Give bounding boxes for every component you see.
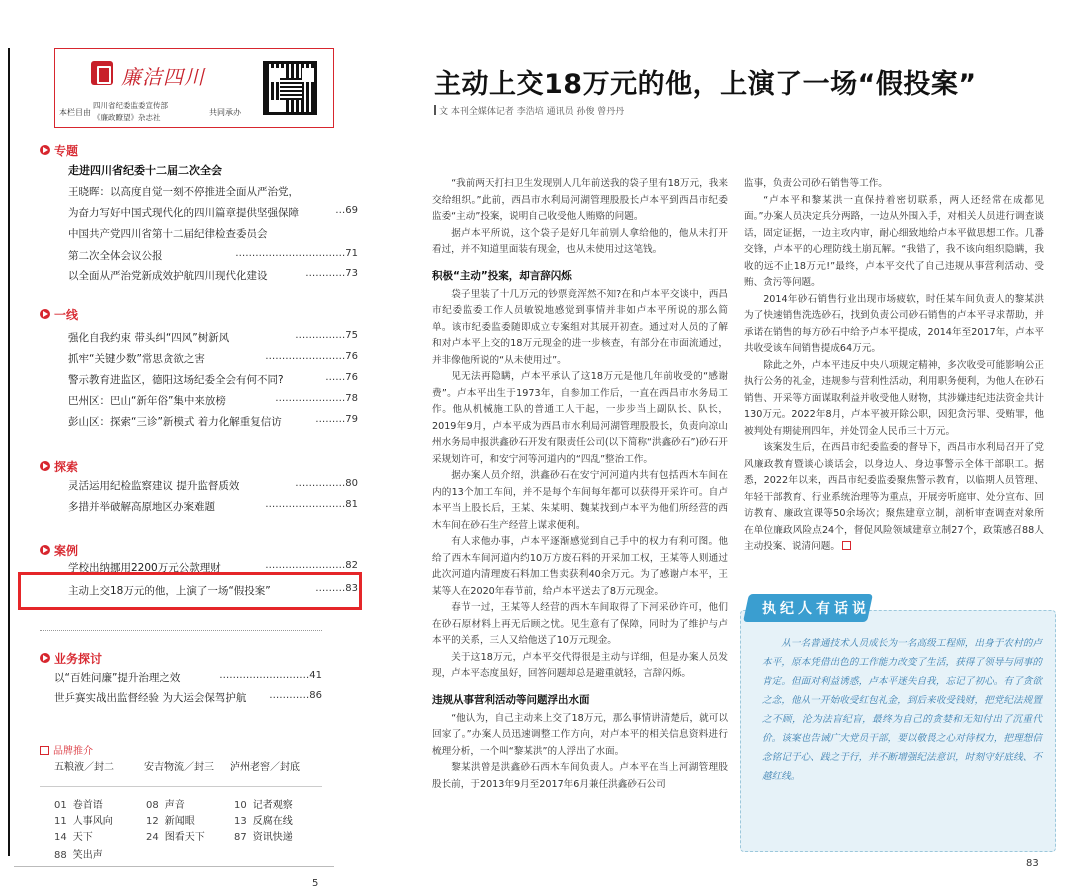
toc-entry-text: 灵活运用纪检监察建议 提升监督质效 [68, 480, 240, 492]
toc-entry[interactable] [54, 670, 322, 686]
play-bullet-icon [40, 545, 50, 555]
toc-entry-text: 巴州区：巴山“新年俗”集中来放榜 [68, 395, 226, 407]
toc-entry[interactable] [68, 351, 358, 367]
page-number-right: 83 [1026, 858, 1039, 869]
columns-divider [40, 786, 322, 787]
body-paragraph: 黎某洪曾是洪鑫砂石西木车间负责人。卢本平在当上河湖管理股股长前，于2013年9月至2017年6月兼任洪鑫砂石公司 [432, 762, 728, 790]
column-number: 14 [54, 832, 67, 843]
brand-promo-label: 品牌推介 [53, 746, 93, 757]
toc-entry-page: ……………80 [295, 478, 358, 489]
body-paragraph: “我前两天打扫卫生发现别人几年前送我的袋子里有18万元，我来交给组织。”此前，西昌市水利局河湖管理股股长卢本平到西昌市纪委监委“主动”投案，说明自己收受他人贿赂的问题。 [432, 178, 728, 222]
toc-entry[interactable] [68, 372, 358, 388]
column-number: 87 [234, 832, 247, 843]
body-paragraph: 关于这18万元，卢本平交代得很是主动与详细，但是办案人员发现，卢本平态度虽好，回答问题却总是避重就轻，言辞闪烁。 [432, 651, 728, 679]
toc-entry-text: 多措并举破解高原地区办案难题 [68, 501, 215, 513]
callout-body: 从一名普通技术人员成长为一名高级工程师，出身于农村的卢本平，原本凭借出色的工作能力改变了生活，获得了领导与同事的肯定。但面对利益诱惑，卢本平迷失自我，忘记了初心。有了贪欲之念，他从一开始收受红包礼金，到后来收受钱财，把党纪法规置之不顾，沦为法盲纪盲，最终为自己的贪婪和无知付出了沉重代价。该案也告诫广大党员干部，要以敬畏之心对待权力，把理想信念铭记于心、践之于行，并不断增强纪法意识，时刻守好底线、不越红线。 [762, 638, 1042, 782]
byline-text: 文 本刊全媒体记者 李浩培 通讯员 孙俊 曾丹丹 [439, 107, 625, 117]
toc-entry-text: 警示教育进监区，德阳这场纪委全会有何不同? [68, 374, 284, 386]
toc-entry-page: ……………………81 [265, 499, 358, 510]
toc-entry-text: 抓牢“关键少数”常思贪欲之害 [68, 353, 205, 365]
highlight-box [18, 572, 362, 610]
toc-entry-text: 彭山区：探索“三诊”新模式 着力化解重复信访 [68, 416, 282, 428]
column-item[interactable] [146, 828, 205, 843]
column-label: 资讯快递 [252, 832, 293, 843]
body-paragraph: 除此之外，卢本平违反中央八项规定精神，多次收受可能影响公正执行公务的礼金，违规参与营利性活动，利用职务便利，为他人在砂石销售、开采等方面谋取利益并收受他人财物，其涉嫌违纪违法资金共计130万元。2022年8月，卢本平被开除公职，因犯贪污罪、受贿罪，他被判处有期徒刑四年，并处罚金人民币三十万元。 [744, 359, 1044, 437]
toc-entry-text: 学校出纳挪用2200万元公款理财 [68, 562, 221, 574]
body-paragraph: 2014年砂石销售行业出现市场疲软，时任某车间负责人的黎某洪为了快速销售洗选砂石，找到负责公司砂石销售的卢本平寻求帮助，并承诺在销售的每方砂石中给予卢本平提成，2014年至2017年，卢本平共收受该车间销售提成64万元。 [744, 293, 1044, 354]
toc-entry-text: 为奋力写好中国式现代化的四川篇章提供坚强保障 [68, 207, 299, 219]
toc-entry[interactable] [68, 162, 358, 178]
article-byline [434, 104, 624, 117]
article-column-1 [432, 176, 728, 793]
play-bullet-icon [40, 653, 50, 663]
toc-entry-page: …………………78 [275, 393, 358, 404]
body-paragraph: 监事，负责公司砂石销售等工作。 [744, 178, 888, 189]
toc-entry-page: ……………………82 [265, 560, 358, 571]
article-page [410, 0, 1080, 896]
masthead-brand: 廉洁四川 [121, 65, 205, 89]
toc-entry[interactable] [68, 205, 358, 221]
masthead-logo [91, 59, 231, 89]
page-number-left: 5 [312, 878, 319, 889]
column-number: 13 [234, 816, 247, 827]
play-bullet-icon [40, 309, 50, 319]
seal-icon [91, 61, 113, 85]
dotted-divider [40, 630, 322, 631]
section-label: 案例 [54, 544, 79, 558]
end-mark-icon [842, 541, 851, 550]
credit-org-1: 四川省纪委监委宣传部 [93, 101, 168, 110]
toc-entry[interactable] [68, 393, 358, 409]
toc-entry-page: ………………………41 [219, 670, 322, 681]
toc-entry[interactable] [54, 690, 322, 706]
column-item[interactable] [234, 828, 293, 843]
body-paragraph: 见无法再隐瞒，卢本平承认了这18万元是他几年前收受的“感谢费”。卢本平出生于1973年，自参加工作后，一直在西昌市水务局工作。他从机械施工队的普通工人干起，一步步当上副队长、队长，2019年9月，卢本平成为西昌市水利局河湖管理股股长，负责向凉山州水务局申报洪鑫砂石开发有限责任公司(以下简称“洪鑫砂石”)砂石开采规划许可，和安宁河等河道内的“四乱”整治工作。 [432, 371, 728, 465]
callout-title: 执纪人有话说 [762, 601, 870, 617]
body-paragraph: “他认为，自己主动来上交了18万元，那么事情讲清楚后，就可以回家了。”办案人员迅速调整工作方向，对卢本平的相关信息资料进行梳理分析，一个叫“黎某洪”的人浮出了水面。 [432, 712, 728, 757]
column-item[interactable] [234, 796, 293, 811]
callout-box [732, 592, 1062, 854]
section-subheading: 积极“主动”投案，却言辞闪烁 [432, 269, 572, 282]
body-paragraph: “卢本平和黎某洪一直保持着密切联系，两人还经常在成都见面。”办案人员决定兵分两路，一边从外围入手，对相关人员进行调查谈话，固定证据，一边主攻内审，耐心细致地给卢本平做思想工作。几番交锋，卢本平的心理防线土崩瓦解。“我错了，我不该向组织隐瞒，我收的远不止18万元!”最终，卢本平交代了自己违规从事营利活动、受贿、贪污等问题。 [744, 194, 1044, 288]
body-paragraph: 据卢本平所说，这个袋子是好几年前别人拿给他的，他从未打开看过，并不知道里面装有现金，也从未使用过这笔钱。 [432, 227, 728, 255]
section-label: 专题 [54, 144, 79, 158]
toc-entry-page: ……………………………71 [235, 248, 358, 259]
toc-entry-text: 王晓晖：以高度自觉一刻不停推进全面从严治党， [68, 186, 299, 198]
byline-bar [434, 105, 436, 115]
column-label: 新闻眼 [164, 816, 195, 827]
column-number: 88 [54, 850, 67, 861]
column-number: 01 [54, 800, 67, 811]
toc-entry-page: ………83 [315, 583, 358, 594]
masthead-credits [59, 97, 259, 125]
toc-entry[interactable] [68, 226, 358, 242]
body-paragraph: 据办案人员介绍，洪鑫砂石在安宁河河道内共有包括西木车间在内的13个加工车间，并不是每个车间每年都可以获得开采许可。自卢本平当上股长后，王某、朱某明、魏某找到卢本平为他们所经营的西木车间在砂石生产经营上谋求便利。 [432, 470, 728, 531]
column-label: 笑出声 [72, 850, 103, 861]
toc-entry-text: 主动上交18万元的他，上演了一场“假投案” [68, 585, 271, 597]
toc-entry-text: 中国共产党四川省第十二届纪律检查委员会 [68, 228, 268, 240]
brand-promo-header [40, 742, 93, 757]
toc-entry[interactable] [68, 248, 358, 264]
column-number: 24 [146, 832, 159, 843]
toc-entry[interactable] [68, 478, 358, 494]
section-subheading: 违规从事营利活动等问题浮出水面 [432, 693, 590, 706]
column-label: 图看天下 [164, 832, 205, 843]
column-item[interactable] [234, 812, 293, 827]
toc-entry[interactable] [68, 330, 358, 346]
column-label: 天下 [72, 832, 93, 843]
toc-entry-text: 世乒赛实战出监督经验 为大运会保驾护航 [54, 692, 247, 704]
toc-entry-page: …………73 [305, 268, 358, 279]
body-paragraph: 春节一过，王某等人经营的西木车间取得了下河采砂许可，他们在砂石原材料上再无后顾之忧。见生意有了保障，同时为了维护与卢本平的关系，三人又给他送了10万元现金。 [432, 602, 728, 646]
toc-entry-page: ………79 [315, 414, 358, 425]
gutter-line [8, 48, 10, 856]
toc-entry-page: …69 [335, 205, 358, 216]
toc-entry-page: ……………………76 [265, 351, 358, 362]
toc-entry[interactable] [68, 184, 358, 200]
article-column-2 [744, 176, 1044, 556]
column-number: 08 [146, 800, 159, 811]
column-label: 声音 [164, 800, 185, 811]
column-label: 人事风向 [72, 816, 113, 827]
column-label: 反腐在线 [252, 816, 293, 827]
toc-entry-text: 第二次全体会议公报 [68, 250, 163, 262]
body-paragraph: 袋子里装了十几万元的钞票竟浑然不知?在和卢本平交谈中，西昌市纪委监委工作人员敏锐地感觉到事情并非如卢本平所说的那么简单。该市纪委监委随即成立专案组对其展开初查。通过对人员的了解和对卢本平上交的18万元现金的进一步核查，有部分在市面流通过，并非像他所说的“从未使用过”。 [432, 288, 728, 366]
column-item[interactable] [146, 812, 195, 827]
column-item[interactable] [146, 796, 185, 811]
body-paragraph: 有人求他办事，卢本平逐渐感觉到自己手中的权力有利可图。他给了西木车间河道内约10万方废石料的开采加工权，王某等人则通过此次河道内清理废石料加工售卖获利40余万元。为了感谢卢本平，王某等人在2020年春节前，给卢本平送去了8万元现金。 [432, 536, 728, 597]
credit-suffix: 共同承办 [209, 108, 241, 117]
toc-entry[interactable] [68, 414, 358, 430]
column-item[interactable] [54, 796, 103, 811]
page-bottom-rule [14, 866, 334, 867]
column-number: 10 [234, 800, 247, 811]
qr-code-icon[interactable] [263, 61, 317, 115]
credit-org-2: 《廉政瞭望》杂志社 [93, 113, 161, 122]
toc-entry-page: ……………75 [295, 330, 358, 341]
brand-promo-item[interactable]: 安吉物流／封三 [144, 762, 214, 773]
column-label: 记者观察 [252, 800, 293, 811]
masthead-banner [54, 48, 334, 128]
brand-promo-item[interactable]: 泸州老窖／封底 [230, 762, 300, 773]
column-number: 12 [146, 816, 159, 827]
play-bullet-icon [40, 461, 50, 471]
column-number: 11 [54, 816, 67, 827]
toc-entry-text: 以“百姓问廉”提升治理之效 [54, 672, 181, 684]
toc-entry-text: 以全面从严治党新成效护航四川现代化建设 [68, 270, 268, 282]
body-paragraph: 该案发生后，在西昌市纪委监委的督导下，西昌市水利局召开了党风廉政教育暨谈心谈话会，以身边人、身边事警示全体干部职工。据悉，2022年以来，西昌市纪委监委聚焦警示教育，以临期人员管理、年轻干部教育、行业系统治理等为重点，开展旁听庭审、处分宣布、回访教育、廉政宣课等50余场次；聚焦建章立制，剖析审查调查对象所在单位廉政风险点24个，督促风险领域建章立制27个，政策感召88人主动投案、说清问题。 [744, 442, 1044, 552]
toc-entry[interactable] [68, 499, 358, 515]
toc-entry-page: ……76 [325, 372, 358, 383]
section-label: 一线 [54, 308, 79, 322]
column-label: 卷首语 [72, 800, 103, 811]
column-item[interactable] [54, 846, 103, 861]
section-label: 探索 [54, 460, 79, 474]
credit-prefix: 本栏目由 [59, 108, 91, 117]
column-item[interactable] [54, 812, 113, 827]
toc-entry[interactable] [68, 268, 358, 284]
play-bullet-icon [40, 145, 50, 155]
article-title: 主动上交18万元的他，上演了一场“假投案” [434, 69, 977, 100]
brand-promo-item[interactable]: 五粮液／封二 [54, 762, 114, 773]
toc-entry-text: 走进四川省纪委十二届二次全会 [68, 164, 222, 177]
section-label: 业务探讨 [54, 652, 103, 666]
toc-entry-page: …………86 [269, 690, 322, 701]
square-icon [40, 746, 49, 755]
column-item[interactable] [54, 828, 93, 843]
toc-entry-text: 强化自我约束 带头纠“四风”树新风 [68, 332, 230, 344]
